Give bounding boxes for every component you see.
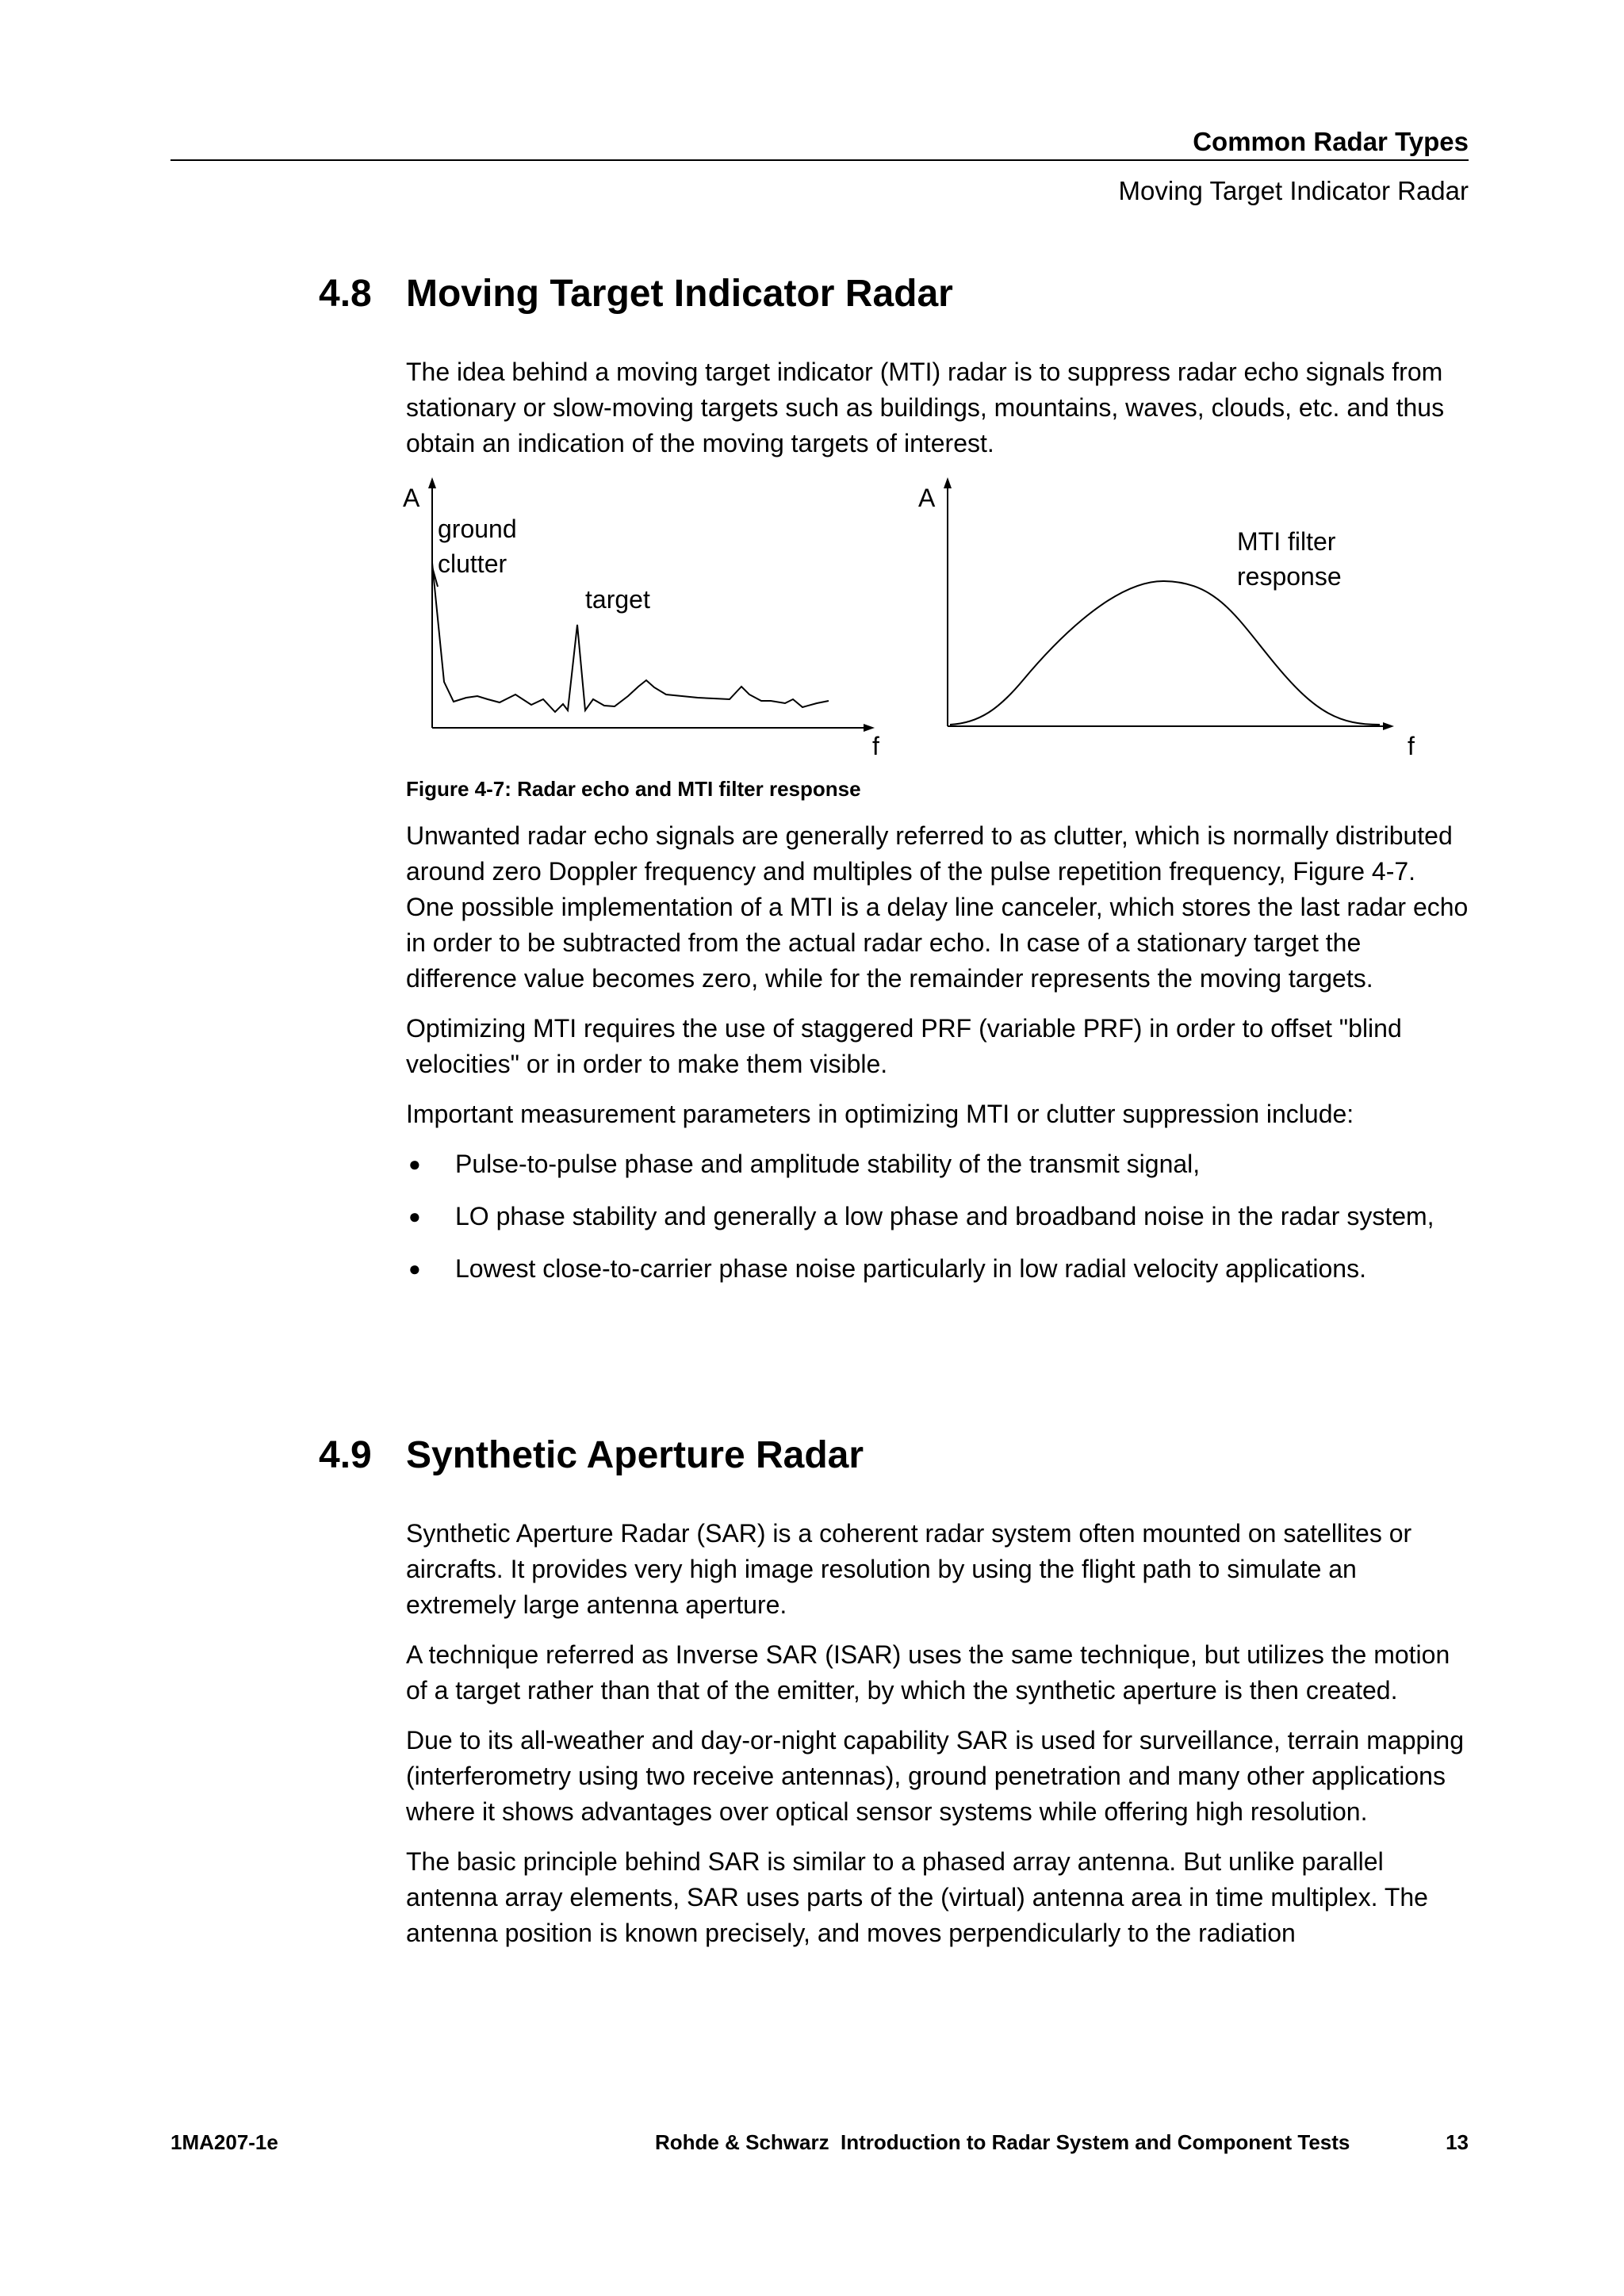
left-plot (403, 477, 879, 760)
mti-filter-label-line1: MTI filter (1237, 527, 1336, 556)
bullet-icon: ● (408, 1257, 421, 1280)
section-number: 4.8 (319, 273, 372, 315)
left-y-arrow (428, 477, 436, 488)
section-heading-4-8 (319, 272, 953, 316)
measurement-parameter-list (406, 1146, 1469, 1287)
section-heading-4-9 (319, 1433, 864, 1477)
figure-caption: Figure 4-7: Radar echo and MTI filter response (406, 777, 861, 801)
list-item-text: LO phase stability and generally a low phase and broadband noise in the radar system, (455, 1202, 1434, 1230)
section-number: 4.9 (319, 1434, 372, 1476)
paragraph: Due to its all-weather and day-or-night capability SAR is used for surveillance, terrain mapping (interferometry using two receive antennas), ground penetration and many other applications where it shows advantages over optical sensor systems while offering high resolution. (406, 1726, 1464, 1826)
mti-body-block (406, 818, 1469, 1303)
list-item (406, 1146, 1469, 1182)
running-header-section: Moving Target Indicator Radar (1118, 176, 1469, 205)
paragraph: Synthetic Aperture Radar (SAR) is a coherent radar system often mounted on satellites or aircrafts. It provides very high image resolution by using the flight path to simulate an extremely large antenna aperture. (406, 1519, 1412, 1619)
figure-svg (396, 476, 1427, 769)
list-item-text: Pulse-to-pulse phase and amplitude stability of the transmit signal, (455, 1150, 1201, 1178)
figure-4-7 (396, 476, 1427, 769)
left-y-axis-label: A (403, 484, 420, 512)
section-title: Synthetic Aperture Radar (406, 1434, 864, 1476)
mti-intro-block (406, 354, 1469, 476)
running-header-chapter: Common Radar Types (1193, 127, 1469, 156)
page-number: 13 (1446, 2130, 1469, 2154)
left-x-axis-label: f (872, 732, 879, 760)
list-item (406, 1251, 1469, 1287)
paragraph: The idea behind a moving target indicator (MTI) radar is to suppress radar echo signals from stationary or slow-moving targets such as buildings, mountains, waves, clouds, etc. and thus obtain an indication of the moving targets of interest. (406, 358, 1445, 457)
paragraph: Optimizing MTI requires the use of staggered PRF (variable PRF) in order to offset "blind velocities" or in order to make them visible. (406, 1014, 1402, 1078)
paragraph: A technique referred as Inverse SAR (ISAR) uses the same technique, but utilizes the motion of a target rather than that of the emitter, by which the synthetic aperture is then created. (406, 1640, 1450, 1705)
header-rule (170, 159, 1469, 161)
bullet-icon: ● (408, 1204, 421, 1228)
sar-body-block (406, 1516, 1469, 1965)
list-item (406, 1199, 1469, 1234)
right-plot (918, 477, 1415, 760)
right-y-arrow (944, 477, 952, 488)
right-y-axis-label: A (918, 484, 936, 512)
footer-doc-id: 1MA207-1e (170, 2130, 278, 2154)
paragraph: Important measurement parameters in optimizing MTI or clutter suppression include: (406, 1100, 1354, 1128)
left-x-arrow (864, 724, 875, 732)
bullet-icon: ● (408, 1152, 421, 1176)
footer-title: Rohde & Schwarz Introduction to Radar System and Component Tests (655, 2130, 1350, 2154)
paragraph: Unwanted radar echo signals are generally referred to as clutter, which is normally distributed around zero Doppler frequency and multiples of the pulse repetition frequency, Figure 4-7. One possible implementation of a MTI is a delay line canceler, which stores the last radar echo in order to be subtracted from the actual radar echo. In case of a stationary target the difference value becomes zero, while for the remainder represents the moving targets. (406, 821, 1469, 993)
ground-clutter-label-line2: clutter (438, 549, 508, 578)
mti-filter-response-curve (950, 581, 1380, 725)
right-x-arrow (1383, 722, 1394, 730)
section-title: Moving Target Indicator Radar (406, 273, 953, 315)
ground-clutter-label-line1: ground (438, 515, 517, 543)
target-label: target (585, 585, 650, 614)
paragraph: The basic principle behind SAR is similar to a phased array antenna. But unlike parallel antenna array elements, SAR uses parts of the (virtual) antenna area in time multiplex. The antenna position is known precisely, and moves perpendicularly to the radiation (406, 1847, 1428, 1947)
mti-filter-label-line2: response (1237, 562, 1342, 591)
list-item-text: Lowest close-to-carrier phase noise particularly in low radial velocity applications. (455, 1254, 1366, 1283)
right-x-axis-label: f (1408, 732, 1415, 760)
